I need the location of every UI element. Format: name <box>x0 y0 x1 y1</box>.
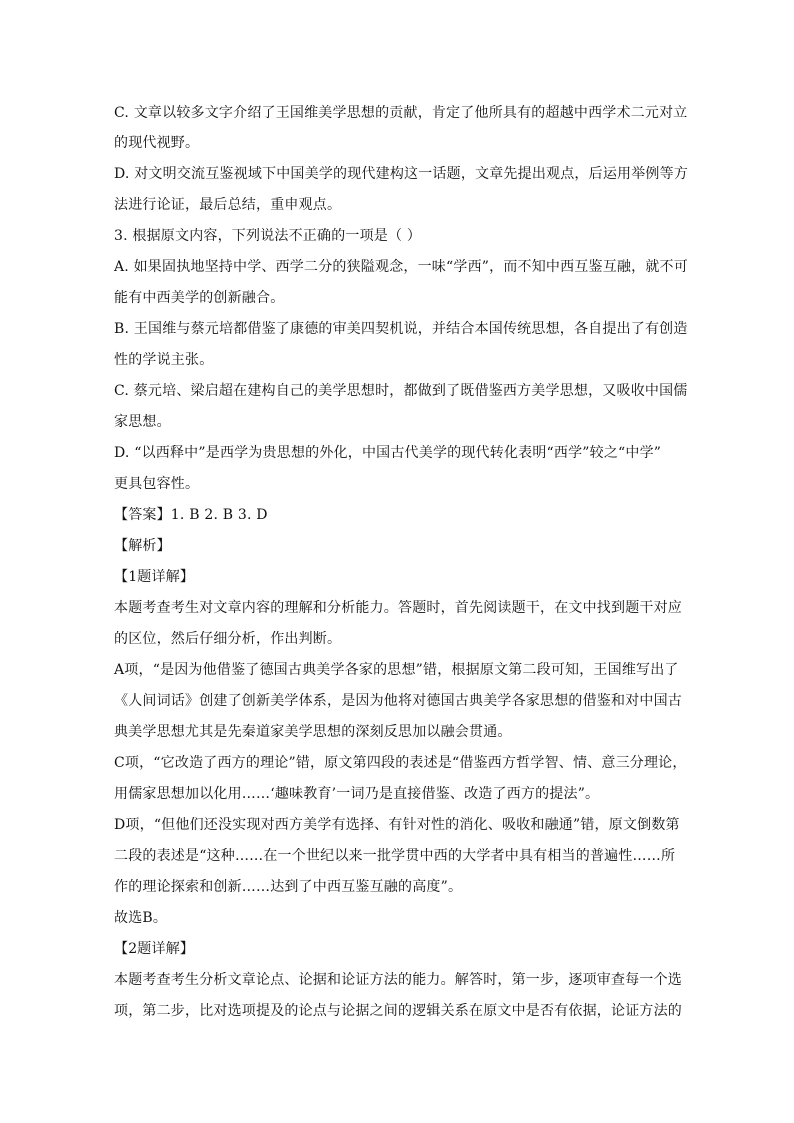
q3-option-d-line-1: D. “以西释中”是西学为贵思想的外化，中国古代美学的现代转化表明“西学”较之“中学” <box>114 445 662 461</box>
q2-detail-heading: 【2题详解】 <box>114 941 195 957</box>
q3-option-b-line-1: B. 王国维与蔡元培都借鉴了康德的审美四契机说，并结合本国传统思想，各自提出了有创造 <box>114 321 688 337</box>
q1-item-d-line-2: 二段的表述是“这种……在一个世纪以来一批学贯中西的大学者中具有相当的普遍性……所 <box>114 848 676 864</box>
q2-detail-line-2: 项，第二步，比对选项提及的论点与论据之间的逻辑关系在原文中是否有依据，论证方法的 <box>114 1003 682 1019</box>
option-d-line-1: D. 对文明交流互鉴视域下中国美学的现代建构这一话题，文章先提出观点，后运用举例等方 <box>114 166 689 182</box>
q3-option-b-line-2: 性的学说主张。 <box>114 352 214 368</box>
q3-option-d-line-2: 更具包容性。 <box>114 476 200 492</box>
q2-detail-line-1: 本题考查考生分析文章论点、论据和论证方法的能力。解答时，第一步，逐项审查每一个选 <box>114 972 682 988</box>
q1-item-c-line-2: 用儒家思想加以化用……‘趣味教育’一词乃是直接借鉴、改造了西方的提法”。 <box>114 786 600 802</box>
answer-line: 【答案】1. B 2. B 3. D <box>114 507 268 523</box>
q1-item-d-line-1: D项，“但他们还没实现对西方美学有选择、有针对性的消化、吸收和融通”错，原文倒数第 <box>114 817 680 833</box>
q1-item-a-line-2: 《人间词话》创建了创新美学体系，是因为他将对德国古典美学各家思想的借鉴和对中国古 <box>114 693 682 709</box>
analysis-heading: 【解析】 <box>114 538 171 554</box>
option-c-line-1: C. 文章以较多文字介绍了王国维美学思想的贡献，肯定了他所具有的超越中西学术二元对立 <box>114 105 688 121</box>
q1-detail-line-2: 的区位，然后仔细分析，作出判断。 <box>114 631 342 647</box>
option-c-line-2: 的现代视野。 <box>114 135 200 151</box>
q1-item-d-line-3: 作的理论探索和创新……达到了中西互鉴互融的高度”。 <box>114 879 463 895</box>
q3-option-c-line-2: 家思想。 <box>114 414 171 430</box>
option-d-line-2: 法进行论证，最后总结，重申观点。 <box>114 197 342 213</box>
q1-item-a-line-1: A项，“是因为他借鉴了德国古典美学各家的思想”错，根据原文第二段可知，王国维写出了 <box>114 662 679 678</box>
q1-detail-heading: 【1题详解】 <box>114 569 195 585</box>
q1-item-a-line-3: 典美学思想尤其是先秦道家美学思想的深刻反思加以融会贯通。 <box>114 724 512 740</box>
q3-option-c-line-1: C. 蔡元培、梁启超在建构自己的美学思想时，都做到了既借鉴西方美学思想，又吸收中国儒 <box>114 383 688 399</box>
q1-detail-line-1: 本题考查考生对文章内容的理解和分析能力。答题时，首先阅读题干，在文中找到题干对应 <box>114 600 682 616</box>
q3-option-a-line-2: 能有中西美学的创新融合。 <box>114 290 285 306</box>
q1-item-c-line-1: C项，“它改造了西方的理论”错，原文第四段的表述是“借鉴西方哲学智、情、意三分理论， <box>114 755 687 771</box>
q3-option-a-line-1: A. 如果固执地坚持中学、西学二分的狭隘观念，一味“学西”，而不知中西互鉴互融，就不可 <box>114 259 688 275</box>
question-3-stem: 3. 根据原文内容，下列说法不正确的一项是（ ） <box>114 228 422 244</box>
q1-conclusion: 故选B。 <box>114 910 168 926</box>
